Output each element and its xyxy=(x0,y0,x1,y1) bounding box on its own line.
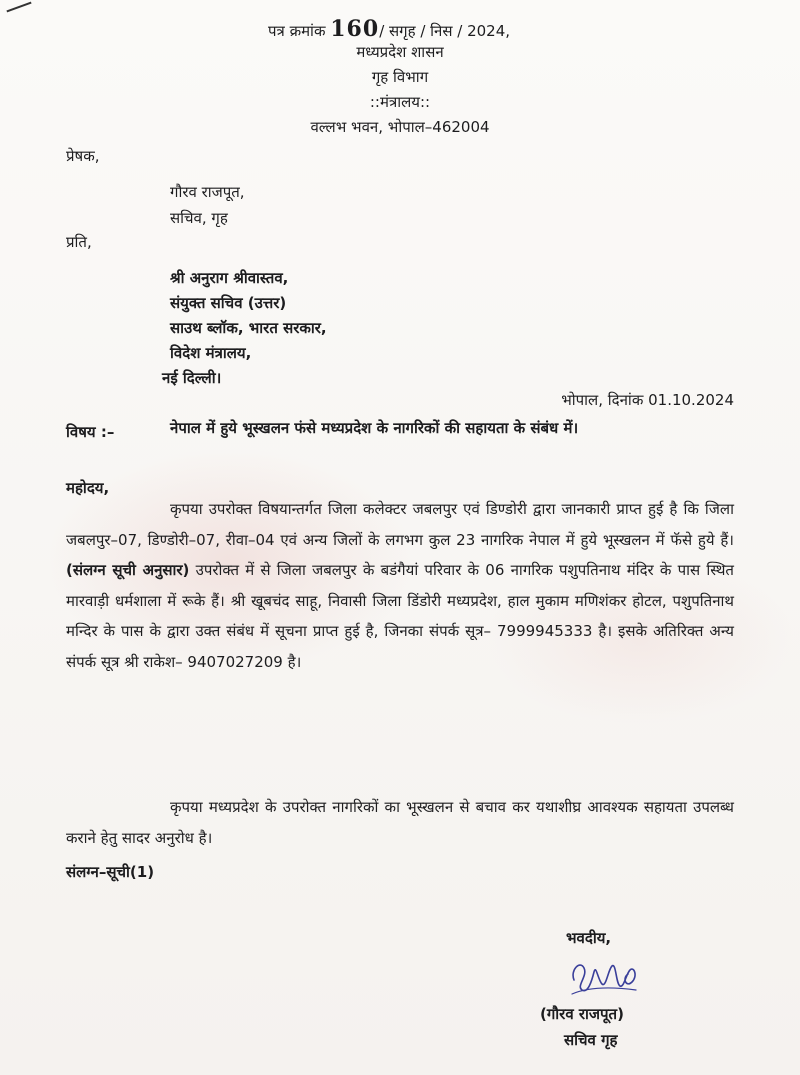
department-name: गृह विभाग xyxy=(371,68,429,86)
recipient-label: प्रति, xyxy=(66,233,92,251)
place-date: भोपाल, दिनांक 01.10.2024 xyxy=(561,391,734,409)
recipient-line: साउथ ब्लॉक, भारत सरकार, xyxy=(170,319,327,337)
subject-text: नेपाल में हुये भूस्खलन फंसे मध्यप्रदेश के नागरिकों की सहायता के संबंध में। xyxy=(170,419,579,437)
closing: भवदीय, xyxy=(566,929,612,947)
body-paragraph-2: कृपया मध्यप्रदेश के उपरोक्त नागरिकों का भूस्खलन से बचाव कर यथाशीघ्र आवश्यक सहायता उपलब्ध कराने हेतु सादर अनुरोध है। xyxy=(66,798,734,847)
enclosure-note: (संलग्न सूची अनुसार) xyxy=(66,561,190,579)
ref-number-handwritten: 160 xyxy=(330,16,380,42)
handwritten-signature xyxy=(566,950,646,996)
signatory-name: (गौरव राजपूत) xyxy=(540,1005,624,1023)
corner-mark xyxy=(6,2,31,13)
sender-designation: सचिव, गृह xyxy=(170,209,228,227)
enclosure: संलग्न–सूची(1) xyxy=(66,863,155,881)
body-text: उपरोक्त में से जिला जबलपुर के बडंगैयां परिवार के 06 नागरिक पशुपतिनाथ मंदिर के पास स्थित मारवाड़ी धर्मशाला में रूके हैं। श्री खूबचंद साहू, निवासी जिला डिंडोरी मध्यप्रदेश, हाल मुकाम मणिशंकर होटल, पशुपतिनाथ मन्दिर के पास के द्वारा उक्त संबंध में सूचना प्राप्त हुई है, जिनका संपर्क सूत्र– 7999945333 है। इसके अतिरिक्त अन्य संपर्क सूत्र श्री राकेश– 9407027209 है। xyxy=(66,561,734,671)
body-text: कृपया उपरोक्त विषयान्तर्गत जिला कलेक्टर जबलपुर एवं डिण्डोरी द्वारा जानकारी प्राप्त हुई है कि जिला जबलपुर–07, डिण्डोरी–07, रीवा–04 एवं अन्य जिलों के लगभग कुल 23 नागरिक नेपाल में हुये भूस्खलन में फॅसे हुये हैं। xyxy=(66,500,734,549)
recipient-line: श्री अनुराग श्रीवास्तव, xyxy=(170,269,289,287)
ministry-label: ::मंत्रालय:: xyxy=(369,93,431,111)
reference-number xyxy=(268,16,510,42)
salutation: महोदय, xyxy=(66,479,110,497)
recipient-line: संयुक्त सचिव (उत्तर) xyxy=(170,294,287,312)
ref-suffix: / सगृह / निस / 2024, xyxy=(379,22,511,40)
recipient-line: विदेश मंत्रालय, xyxy=(170,344,252,362)
ref-prefix: पत्र क्रमांक xyxy=(268,22,326,40)
sender-name: गौरव राजपूत, xyxy=(170,183,245,201)
government-name: मध्यप्रदेश शासन xyxy=(356,43,444,61)
sender-label: प्रेषक, xyxy=(66,147,100,165)
recipient-line: नई दिल्ली। xyxy=(162,369,222,387)
signatory-designation: सचिव गृह xyxy=(564,1031,618,1049)
body-paragraph-1 xyxy=(66,494,734,677)
subject-label: विषय :– xyxy=(66,423,115,441)
address-line: वल्लभ भवन, भोपाल–462004 xyxy=(310,118,490,136)
